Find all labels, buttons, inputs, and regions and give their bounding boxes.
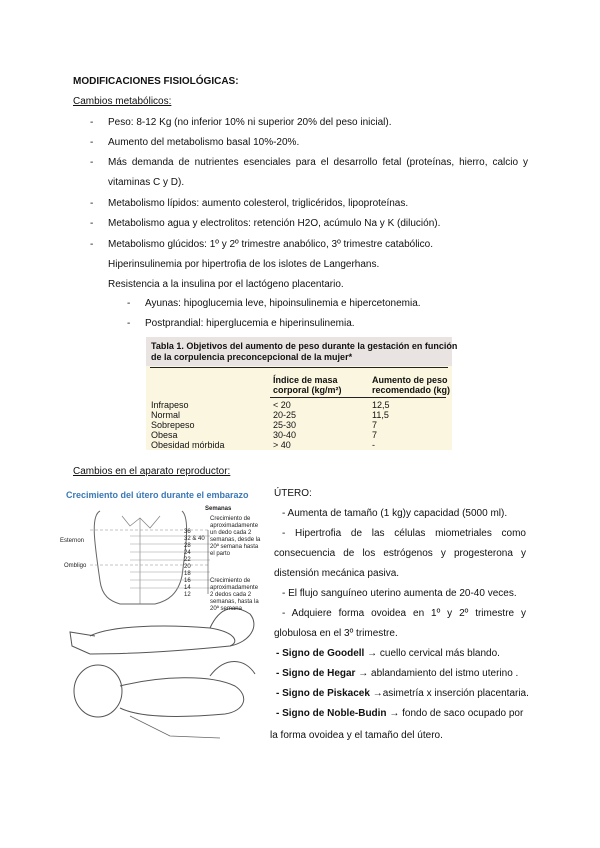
table-cell: 12,5 [372,400,390,410]
week-value: 22 [184,557,191,563]
uterus-line: - Adquiere forma ovoidea en 1º y 2º trimestre y [282,608,526,619]
page-heading: MODIFICACIONES FISIOLÓGICAS: [73,76,239,87]
list-item-continuation: Hiperinsulinemia por hipertrofia de los islotes de Langerhans. [108,259,380,270]
table-cell: Infrapeso [151,400,189,410]
growth-note: Crecimiento de [210,578,251,584]
weeks-label: Semanas [205,506,232,512]
bullet-dash: - [90,239,94,250]
table-rule [150,367,448,368]
growth-note: 20ª semana hasta [210,544,259,550]
week-value: 24 [184,550,191,556]
growth-note: el parto [210,551,231,557]
week-value: 20 [184,564,191,570]
sign-goodell [276,648,500,660]
sign-desc: → fondo de saco ocupado por [386,708,524,719]
table-cell: > 40 [273,440,291,450]
growth-note: 20ª semana [210,606,242,612]
table-col-header: Índice de masa [273,375,338,385]
table-cell: Normal [151,410,181,420]
growth-note: un dedo cada 2 [210,530,252,536]
uterus-line: - Hipertrofia de las células miometriales como [282,528,526,539]
label-sternum: Esternon [60,538,85,544]
bullet-dash: - [90,157,94,168]
uterus-growth-figure [60,486,270,748]
sign-desc: → ablandamiento del istmo uterino . [355,668,519,679]
bullet-dash: - [90,218,94,229]
table-col-header: Aumento de peso [372,375,448,385]
sign-name: - Signo de Piskacek [276,688,370,699]
reproductive-title: Cambios en el aparato reproductor: [73,466,231,477]
sign-noble-budin-cont: la forma ovoidea y el tamaño del útero. [270,730,443,741]
uterus-line: globulosa en el 3º trimestre. [274,628,398,639]
sign-desc: → cuello cervical más blando. [364,648,500,659]
bullet-dash: - [127,318,131,329]
sign-piskacek [276,688,529,700]
list-item-continuation: Resistencia a la insulina por el lactógeno placentario. [108,279,344,290]
uterus-line: consecuencia de los estrógenos y progesterona y [274,548,526,559]
table-cell: 7 [372,420,378,430]
table-cell: < 20 [273,400,291,410]
table-cell: 25-30 [273,420,297,430]
sign-name: - Signo de Hegar [276,668,356,679]
week-value: 16 [184,578,191,584]
bullet-dash: - [90,117,94,128]
table-caption: de la corpulencia preconcepcional de la mujer* [151,352,353,362]
growth-note: 2 dedos cada 2 [210,592,252,598]
sign-name: - Signo de Goodell [276,648,365,659]
table-cell: 7 [372,430,378,440]
table-cell: 30-40 [273,430,297,440]
table-cell: Sobrepeso [151,420,195,430]
week-value: 12 [184,592,191,598]
growth-note: aproximadamente [210,523,259,529]
table-rule [270,397,446,398]
uterus-line: - Aumenta de tamaño (1 kg)y capacidad (5000 ml). [282,508,508,519]
metabolic-title: Cambios metabólicos: [73,96,172,107]
table-col-header: recomendado (kg) [372,385,451,395]
list-item-continuation: vitaminas C y D). [108,177,185,188]
sign-desc: →asimetría x inserción placentaria. [369,688,529,699]
list-item: Peso: 8-12 Kg (no inferior 10% ni superior 20% del peso inicial). [108,117,392,128]
table-cell: Obesidad mórbida [151,440,225,450]
list-item: Más demanda de nutrientes esenciales para el desarrollo fetal (proteínas, hierro, calcio y [108,157,528,168]
bullet-dash: - [90,198,94,209]
sub-list-item: Ayunas: hipoglucemia leve, hipoinsulinemia e hipercetonemia. [145,298,421,309]
list-item: Metabolismo agua y electrolitos: retención H2O, acúmulo Na y K (dilución). [108,218,441,229]
list-item: Aumento del metabolismo basal 10%-20%. [108,137,300,148]
table-cell: Obesa [151,430,178,440]
table-cell: 11,5 [372,410,389,420]
week-value: 32 & 40 [184,536,205,542]
table-col-header: corporal (kg/m²) [273,385,342,395]
uterus-line: distensión mecánica pasiva. [274,568,400,579]
growth-note: Crecimiento de [210,516,251,522]
weight-gain-table [146,337,458,450]
week-value: 14 [184,585,191,591]
table-caption: Tabla 1. Objetivos del aumento de peso durante la gestación en función [151,341,458,351]
week-value: 36 [184,529,191,535]
list-item: Metabolismo glúcidos: 1º y 2º trimestre anabólico, 3º trimestre catabólico. [108,239,433,250]
growth-note: semanas, desde la [210,537,261,543]
table-cell: - [372,440,375,450]
sign-noble-budin [276,708,523,720]
bullet-dash: - [127,298,131,309]
list-item: Metabolismo lípidos: aumento colesterol, triglicéridos, lipoproteínas. [108,198,409,209]
sign-hegar [276,668,518,680]
label-navel: Ombligo [64,563,87,569]
figure-title: Crecimiento del útero durante el embarazo [66,490,249,500]
table-cell: 20-25 [273,410,297,420]
uterus-line: - El flujo sanguíneo uterino aumenta de 20-40 veces. [282,588,517,599]
uterus-title: ÚTERO: [274,488,312,499]
week-value: 18 [184,571,191,577]
sign-name: - Signo de Noble-Budin [276,708,387,719]
bullet-dash: - [90,137,94,148]
sub-list-item: Postprandial: hiperglucemia e hiperinsulinemia. [145,318,355,329]
week-value: 28 [184,543,191,549]
growth-note: semanas, hasta la [210,599,259,605]
growth-note: aproximadamente [210,585,259,591]
